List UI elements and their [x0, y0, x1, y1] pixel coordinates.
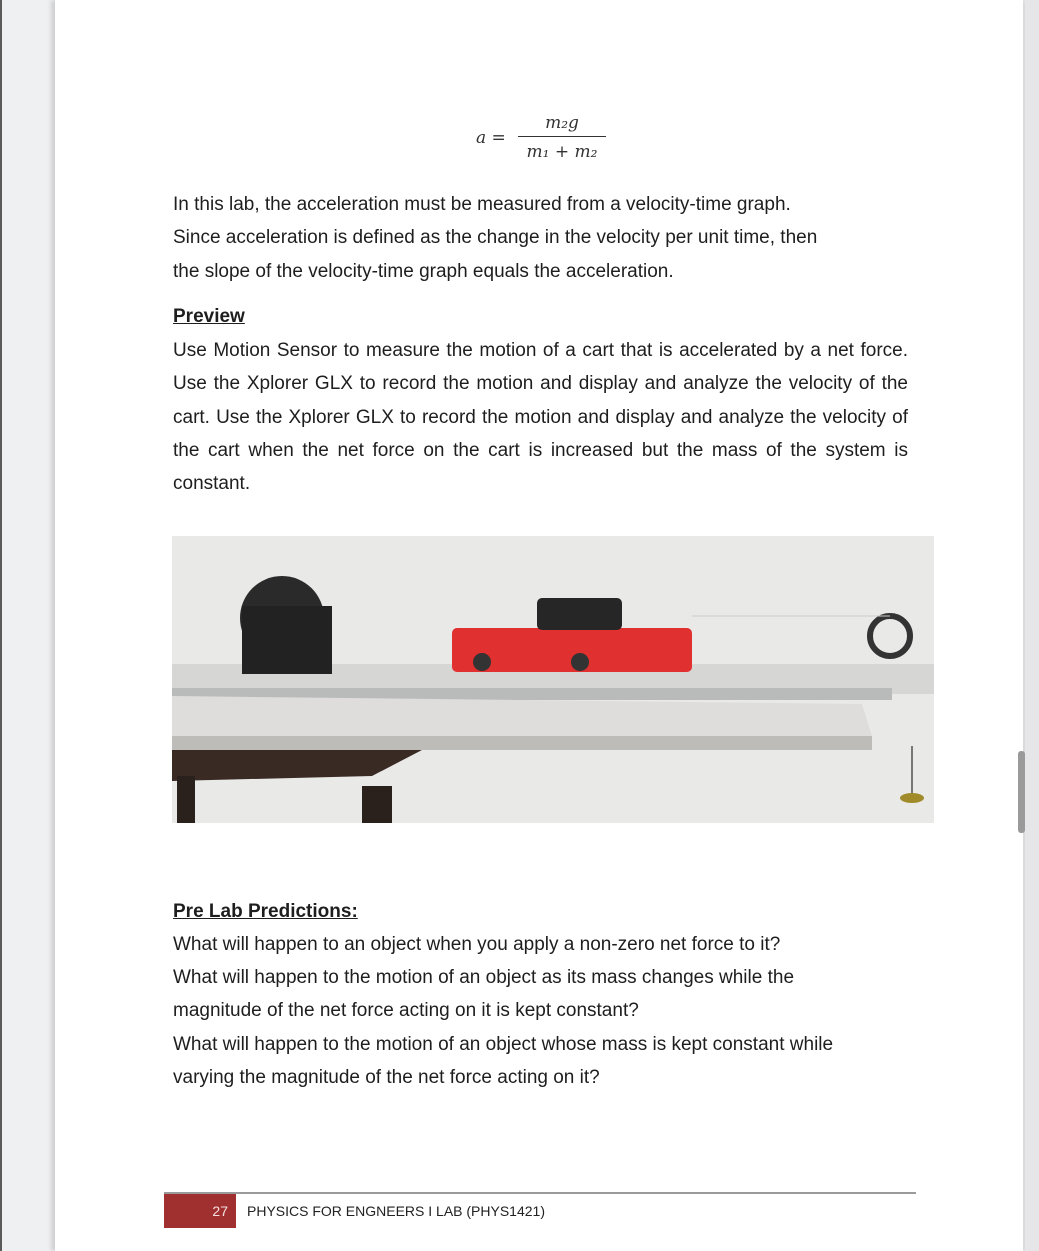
preview-body: Use Motion Sensor to measure the motion of a cart that is accelerated by a net force. Use the Xplorer GLX to record the motion and display and analyze the velocity of the cart. Use the Xplorer GLX to record the motion and display and analyze the velocity of the cart when the net force on the cart is increased but the mass of the system is constant. — [173, 340, 908, 495]
formula-denominator: m₁ + m₂ — [518, 136, 606, 165]
page-number: 27 — [164, 1194, 236, 1228]
prelab-question: What will happen to an object when you apply a non-zero net force to it? — [173, 934, 781, 955]
viewer-left-edge — [0, 0, 2, 1251]
prelab-heading: Pre Lab Predictions: — [173, 901, 358, 922]
preview-heading: Preview — [173, 306, 245, 327]
intro-line: Since acceleration is defined as the change in the velocity per unit time, then — [173, 227, 818, 249]
formula-numerator: m₂g — [545, 113, 579, 133]
prelab-question: What will happen to the motion of an object whose mass is kept constant while varying the magnitude of the net force acting on it? — [173, 1034, 834, 1089]
prelab-question: What will happen to the motion of an object as its mass changes while the magnitude of the net force acting on it is kept constant? — [173, 967, 795, 1022]
scrollbar-thumb[interactable] — [1018, 751, 1025, 833]
intro-paragraph — [173, 188, 913, 288]
formula-lhs: a = — [476, 128, 506, 148]
intro-line: the slope of the velocity-time graph equals the acceleration. — [173, 260, 674, 282]
cart-apparatus-photo — [172, 536, 934, 823]
intro-line: In this lab, the acceleration must be measured from a velocity-time graph. — [173, 194, 791, 215]
scrollbar-track[interactable] — [1025, 0, 1039, 1251]
footer-title: PHYSICS FOR ENGNEERS I LAB (PHYS1421) — [247, 1203, 545, 1219]
formula-fraction — [518, 110, 606, 165]
